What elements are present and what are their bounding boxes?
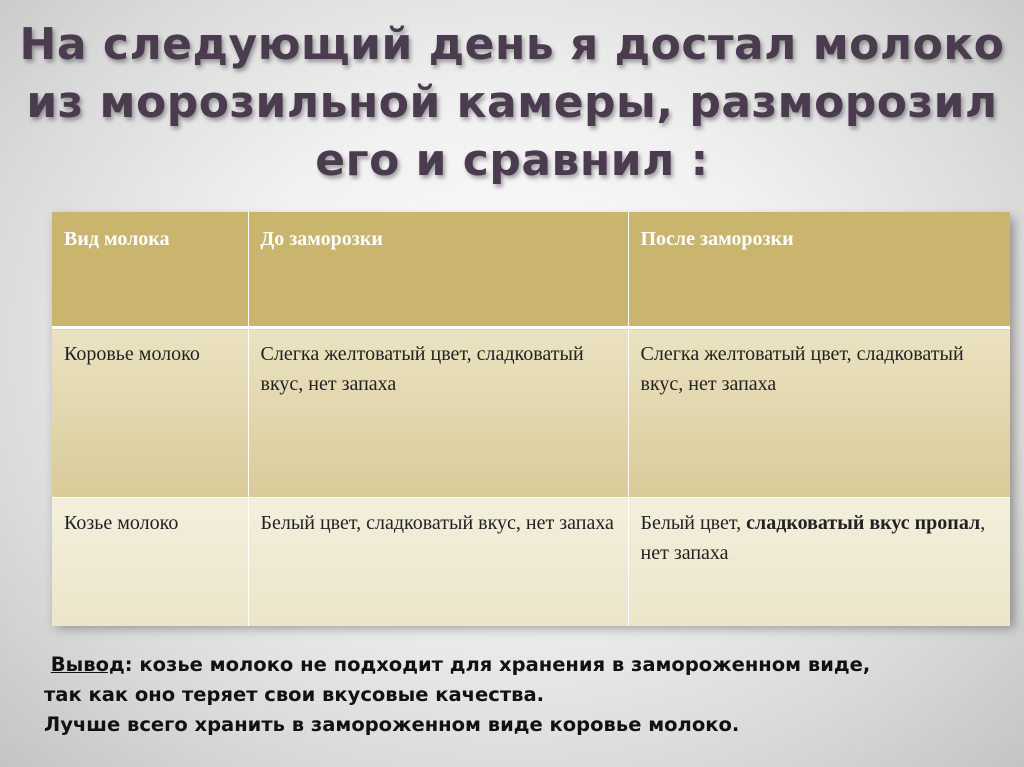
goat-after-text-2: , нет запаха [640,512,986,564]
conclusion-line-1-rest: козье молоко не подходит для хранения в замороженном виде, [139,653,871,676]
cell-cow-before: Слегка желтоватый цвет, сладковатый вкус, нет запаха [248,328,628,498]
header-milk-type: Вид молока [52,212,248,328]
slide-title [0,16,1024,190]
cell-cow-after: Слегка желтоватый цвет, сладковатый вкус, нет запаха [628,328,1010,498]
table-row [52,498,1010,627]
cell-goat-after [628,498,1010,627]
goat-after-text-1: Белый цвет, [640,512,747,534]
comparison-table [52,212,1010,622]
cell-cow-milk: Коровье молоко [52,328,248,498]
table-row [52,328,1010,498]
conclusion-colon: : [124,653,140,676]
title-line-2: из морозильной камеры, разморозил [26,77,998,128]
goat-after-bold-text: сладковатый вкус пропал [746,512,981,534]
conclusion-text [44,650,1004,740]
title-line-1: На следующий день я достал молоко [19,19,1005,70]
conclusion-label: Вывод [50,653,125,676]
conclusion-line-2: так как оно теряет свои вкусовые качества. [44,683,545,706]
header-after-freezing: После заморозки [628,212,1010,328]
table-header-row [52,212,1010,328]
cell-goat-before: Белый цвет, сладковатый вкус, нет запаха [248,498,628,627]
conclusion-line-3: Лучше всего хранить в замороженном виде коровье молоко. [44,713,740,736]
header-before-freezing: До заморозки [248,212,628,328]
conclusion-line-1 [44,650,1004,680]
title-line-3: его и сравнил : [315,135,709,186]
cell-goat-milk: Козье молоко [52,498,248,627]
